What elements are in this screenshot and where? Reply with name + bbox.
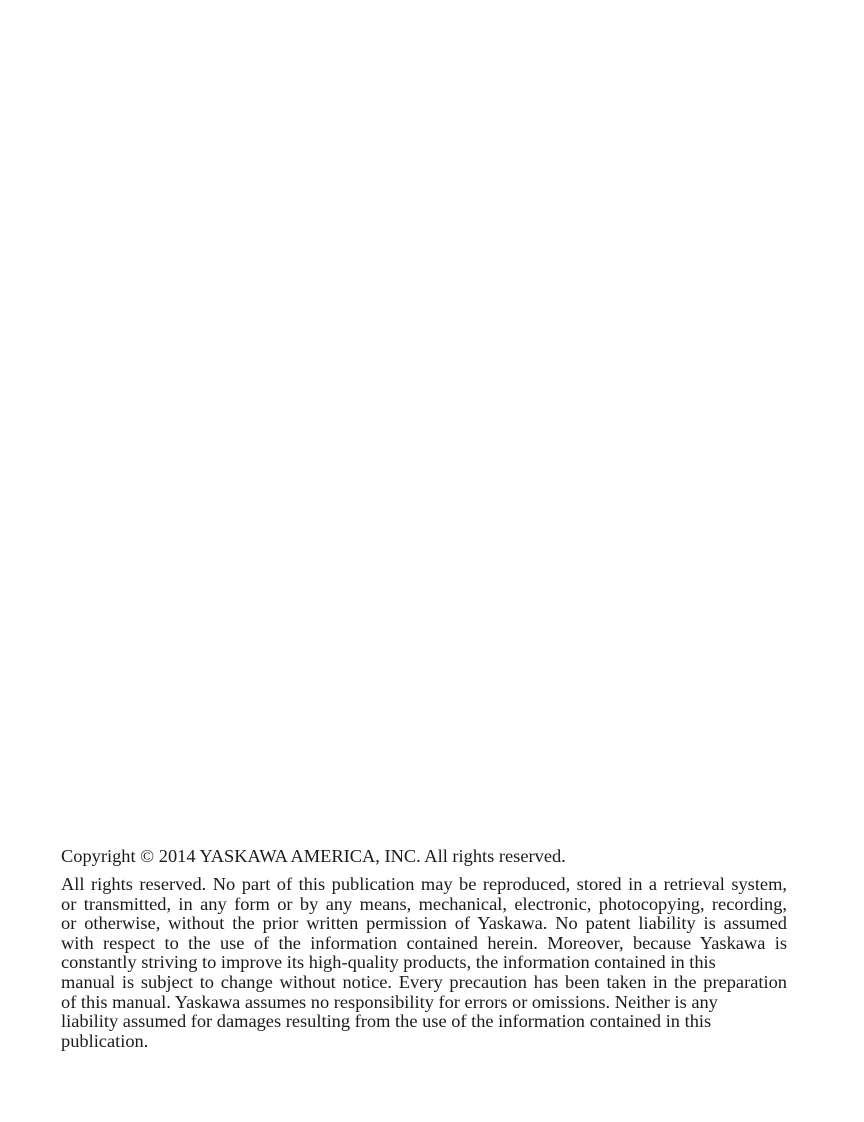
legal-notice-line: of this manual. Yaskawa assumes no responsibility for errors or omissions. Neither is any [61,991,718,1012]
legal-notice-line: constantly striving to improve its high-quality products, the information contained in this [61,952,716,973]
copyright-statement: Copyright © 2014 YASKAWA AMERICA, INC. All rights reserved. [61,846,566,866]
copyright-section [61,845,787,1051]
legal-notice-line: All rights reserved. No part of this publication may be reproduced, stored in a retrieval system, [61,874,787,894]
legal-notice [61,875,787,1051]
legal-notice-line: manual is subject to change without notice. Every precaution has been taken in the preparation [61,971,787,992]
legal-notice-line: or otherwise, without the prior written permission of Yaskawa. No patent liability is assumed [61,913,787,934]
legal-notice-line: with respect to the use of the information contained herein. Moreover, because Yaskawa is [61,932,787,953]
legal-notice-line: publication. [61,1030,149,1051]
legal-notice-line: liability assumed for damages resulting from the use of the information contained in this [61,1011,712,1032]
legal-notice-line: or transmitted, in any form or by any means, mechanical, electronic, photocopying, recording, [61,893,787,914]
